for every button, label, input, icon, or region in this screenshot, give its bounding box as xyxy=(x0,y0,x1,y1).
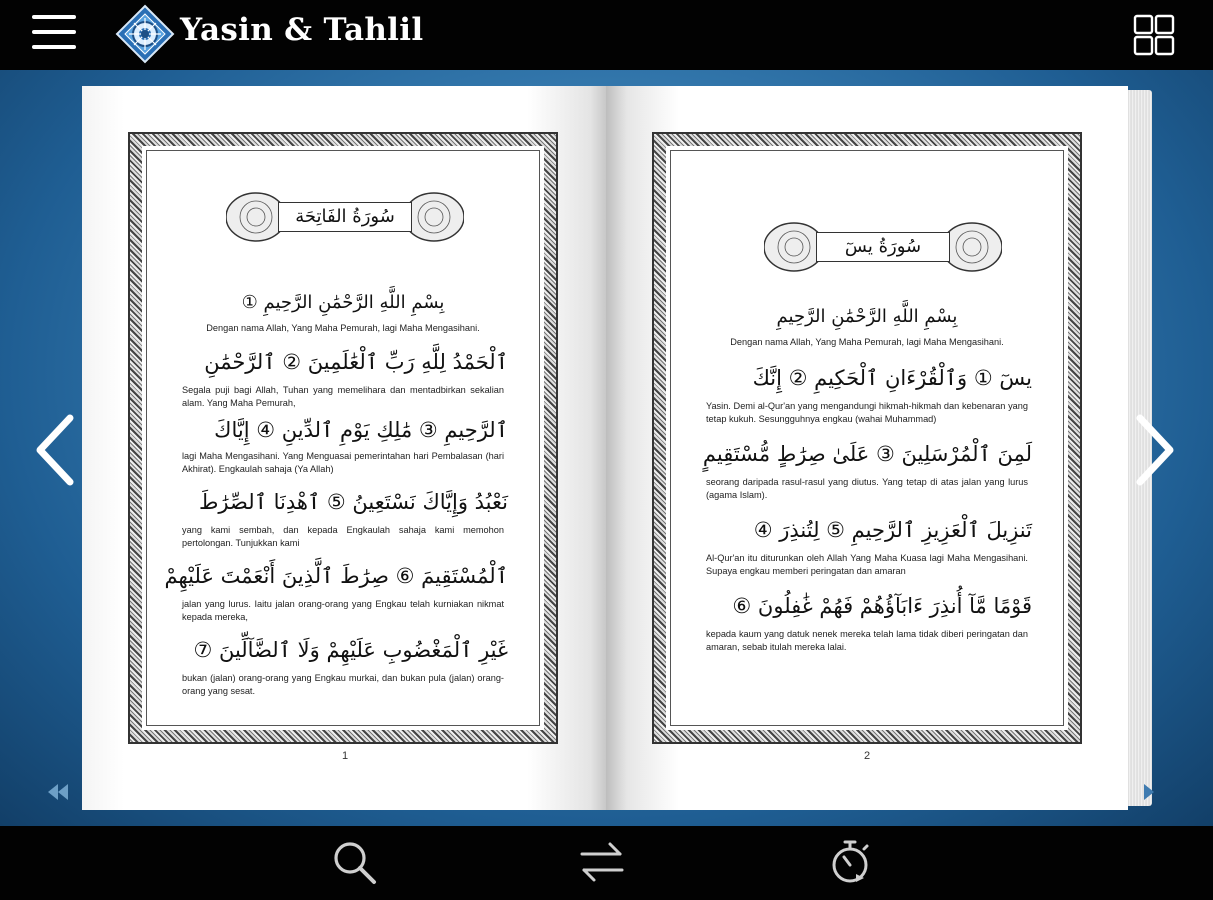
verse-arabic: يسٓ ① وَٱلْقُرْءَانِ ٱلْحَكِيمِ ② إِنَّكَ xyxy=(752,366,1032,390)
verse-translation: kepada kaum yang datuk nenek mereka telah lama tidak diberi peringatan dan amaran, sebab itulah mereka lalai. xyxy=(706,629,1028,652)
verse-translation: Al-Qur'an itu diturunkan oleh Allah Yang Maha Kuasa lagi Maha Mengasihani. Supaya engkau memberi peringatan dan amaran xyxy=(706,553,1028,576)
bottom-toolbar xyxy=(0,826,1213,900)
ornamental-frame xyxy=(128,132,558,744)
verse-arabic: قَوْمًا مَّآ أُنذِرَ ءَابَآؤُهُمْ فَهُمْ غَٰفِلُونَ ⑥ xyxy=(732,594,1032,618)
surah-header-ornament xyxy=(764,218,1002,276)
basmala: بِسْمِ اللَّهِ الرَّحْمَٰنِ الرَّحِيمِ ① xyxy=(241,292,445,313)
verse-arabic: لَمِنَ ٱلْمُرْسَلِينَ ③ عَلَىٰ صِرَٰطٍ مُّسْتَقِيمٍ xyxy=(702,442,1032,466)
reader-stage xyxy=(0,70,1213,826)
page-right[interactable] xyxy=(606,86,1128,810)
page-number: 2 xyxy=(864,750,871,762)
verse-translation: seorang daripada rasul-rasul yang diutus. Yang tetap di atas jalan yang lurus (agama Islam). xyxy=(706,477,1028,500)
app-title: Yasin & Tahlil xyxy=(180,12,424,48)
ornamental-frame xyxy=(652,132,1082,744)
verse-translation: jalan yang lurus. Iaitu jalan orang-orang yang Engkau telah kurniakan nikmat kepada mereka, xyxy=(182,599,504,622)
top-bar xyxy=(0,0,1213,70)
verse-arabic: ٱلرَّحِيمِ ③ مَٰلِكِ يَوْمِ ٱلدِّينِ ④ إِيَّاكَ xyxy=(214,418,508,442)
verse-arabic: ٱلْحَمْدُ لِلَّهِ رَبِّ ٱلْعَٰلَمِينَ ② ٱلرَّحْمَٰنِ xyxy=(204,350,508,374)
stopwatch-icon[interactable] xyxy=(826,838,874,886)
page-number: 1 xyxy=(342,750,349,762)
chevron-left-icon[interactable] xyxy=(32,410,80,490)
skip-to-last-icon[interactable] xyxy=(1140,778,1168,806)
chevron-right-icon[interactable] xyxy=(1130,410,1178,490)
verse-translation: Yasin. Demi al-Qur'an yang mengandungi hikmah-hikmah dan kebenaran yang tetap kukuh. Sesungguhnya engkau (wahai Muhammad) xyxy=(706,401,1028,424)
verse-translation: yang kami sembah, dan kepada Engkaulah sahaja kami memohon pertolongan. Tunjukkan kami xyxy=(182,525,504,548)
verse-arabic: غَيْرِ ٱلْمَغْضُوبِ عَلَيْهِمْ وَلَا ٱلضَّآلِّينَ ⑦ xyxy=(193,638,508,662)
verse-translation: bukan (jalan) orang-orang yang Engkau murkai, dan bukan pula (jalan) orang-orang yang sesat. xyxy=(182,673,504,696)
surah-title: سُورَةُ يسٓ xyxy=(816,232,950,262)
skip-to-first-icon[interactable] xyxy=(44,778,72,806)
grid-view-icon[interactable] xyxy=(1133,14,1175,56)
basmala: بِسْمِ اللَّهِ الرَّحْمَٰنِ الرَّحِيمِ xyxy=(776,306,958,327)
search-icon[interactable] xyxy=(330,838,378,886)
verse-arabic: ٱلْمُسْتَقِيمَ ⑥ صِرَٰطَ ٱلَّذِينَ أَنْعَمْتَ عَلَيْهِمْ xyxy=(164,564,508,588)
surah-title: سُورَةُ الفَاتِحَة xyxy=(278,202,412,232)
basmala-translation: Dengan nama Allah, Yang Maha Pemurah, lagi Maha Mengasihani. xyxy=(206,323,480,333)
surah-header-ornament xyxy=(226,188,464,246)
app-logo xyxy=(115,4,175,64)
hamburger-menu-icon[interactable] xyxy=(32,13,76,51)
verse-arabic: نَعْبُدُ وَإِيَّاكَ نَسْتَعِينُ ⑤ ٱهْدِنَا ٱلصِّرَٰطَ xyxy=(198,490,508,514)
page-left[interactable] xyxy=(82,86,606,810)
book-spread[interactable] xyxy=(82,86,1152,810)
verse-arabic: تَنزِيلَ ٱلْعَزِيزِ ٱلرَّحِيمِ ⑤ لِتُنذِرَ ④ xyxy=(753,518,1032,542)
verse-translation: Segala puji bagi Allah, Tuhan yang memelihara dan mentadbirkan sekalian alam. Yang Maha Pemurah, xyxy=(182,385,504,408)
basmala-translation: Dengan nama Allah, Yang Maha Pemurah, lagi Maha Mengasihani. xyxy=(730,337,1004,347)
swap-arrows-icon[interactable] xyxy=(578,838,626,886)
verse-translation: lagi Maha Mengasihani. Yang Menguasai pemerintahan hari Pembalasan (hari Akhirat). Engkaulah sahaja (Ya Allah) xyxy=(182,451,504,474)
